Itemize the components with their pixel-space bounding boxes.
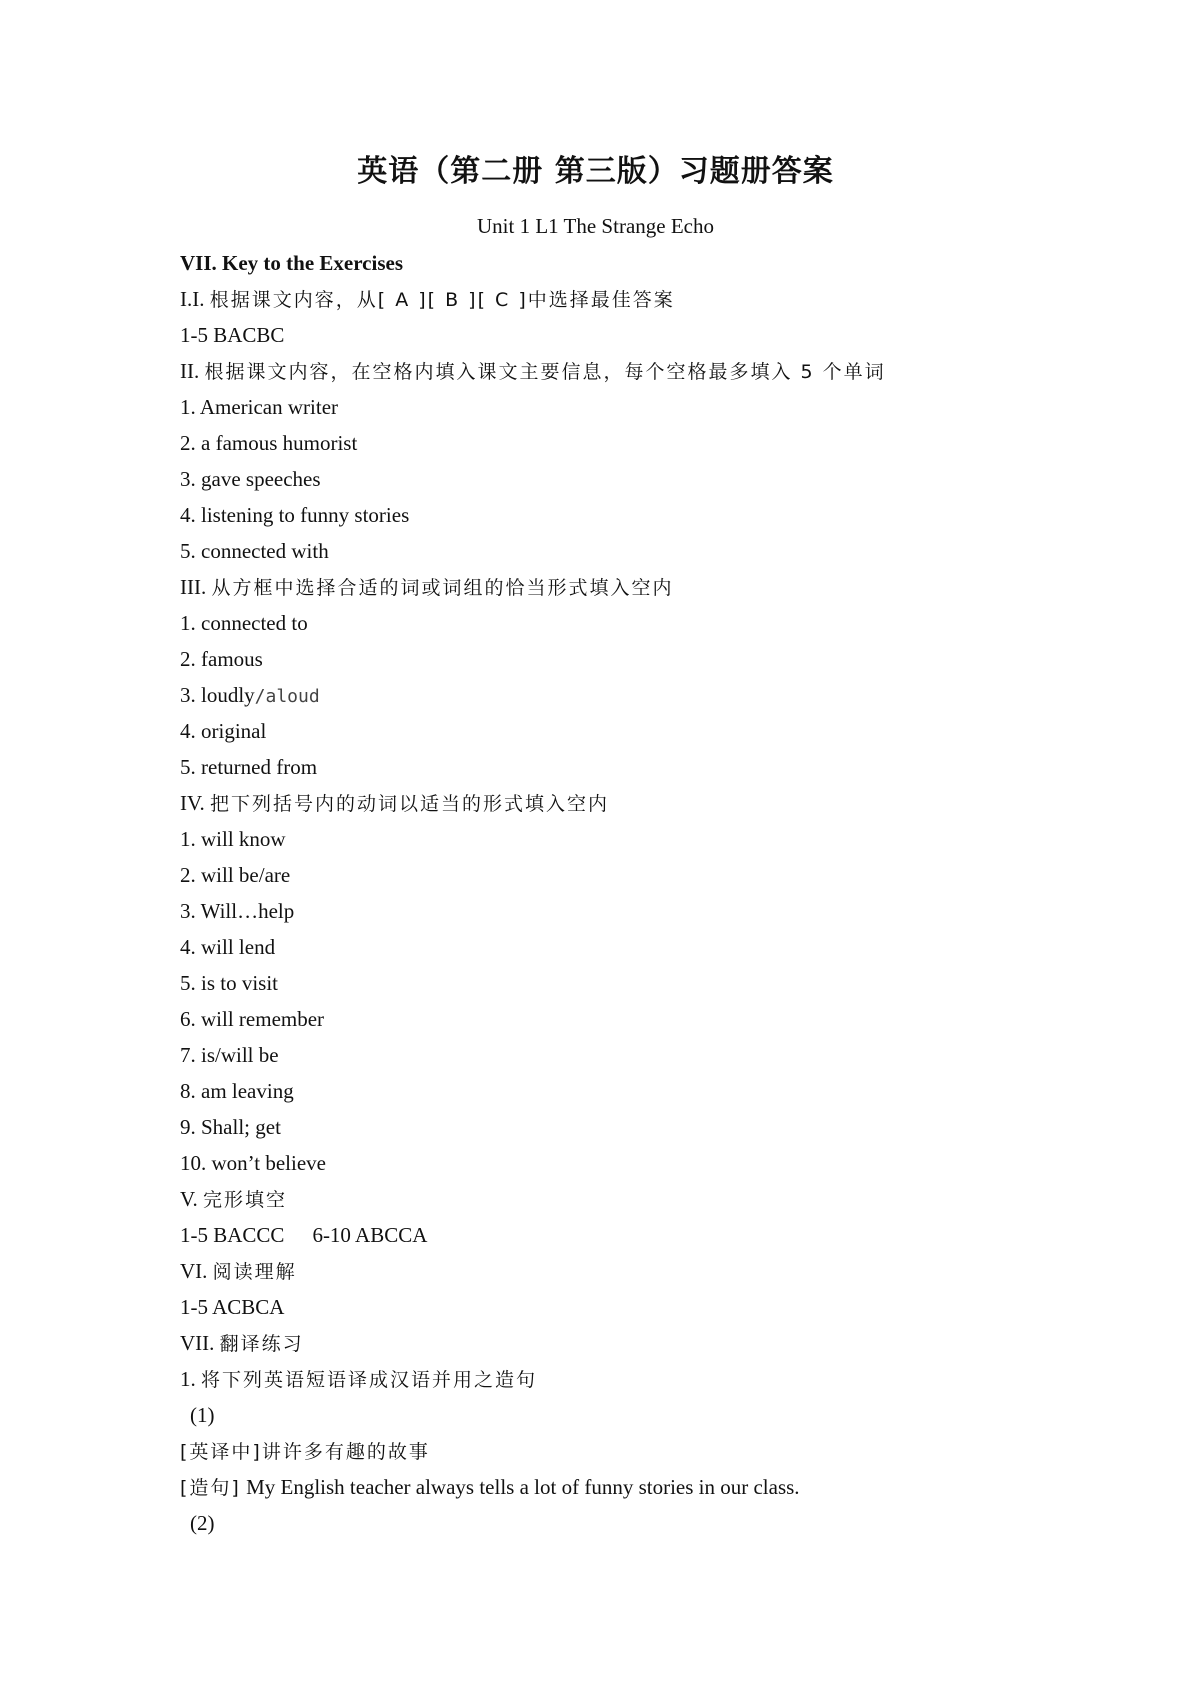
section-4-item: 8. am leaving xyxy=(180,1079,294,1103)
section-3-instruction: 从方框中选择合适的词或词组的恰当形式填入空内 xyxy=(211,577,674,599)
answer-content xyxy=(180,245,1140,1541)
item-1-translation: 讲许多有趣的故事 xyxy=(261,1441,430,1463)
section-4-label: IV. xyxy=(180,791,205,815)
section-5-answers xyxy=(180,1217,1140,1253)
section-3-item-text: 3. loudly xyxy=(180,683,255,707)
section-3-heading xyxy=(180,569,1140,605)
section-5-answer-b: 6-10 ABCCA xyxy=(312,1223,428,1247)
section-2-item: 1. American writer xyxy=(180,395,339,419)
section-6-instruction: 阅读理解 xyxy=(212,1261,297,1283)
section-4-item: 5. is to visit xyxy=(180,971,279,995)
section-2-item: 3. gave speeches xyxy=(180,467,321,491)
section-4-item: 6. will remember xyxy=(180,1007,325,1031)
item-1-translation-line xyxy=(180,1433,1140,1469)
section-1-heading xyxy=(180,281,1140,317)
section-2-instruction: 根据课文内容，在空格内填入课文主要信息，每个空格最多填入 5 个单词 xyxy=(204,361,886,383)
section-3-item-alt: /aloud xyxy=(254,686,320,707)
section-3-item: 5. returned from xyxy=(180,755,318,779)
section-7-heading xyxy=(180,1325,1140,1361)
section-2-heading xyxy=(180,353,1140,389)
section-4-item: 4. will lend xyxy=(180,935,276,959)
section-4-item: 10. won’t believe xyxy=(180,1151,326,1175)
section-3-item: 1. connected to xyxy=(180,611,308,635)
section-3-label: III. xyxy=(180,575,207,599)
section-6-answer: 1-5 ACBCA xyxy=(180,1295,285,1319)
item-1-number: (1) xyxy=(190,1403,215,1427)
section-7-sub1-heading xyxy=(180,1361,1140,1397)
section-6-heading xyxy=(180,1253,1140,1289)
section-2-label: II. xyxy=(180,359,200,383)
section-7-sub1-instruction: 将下列英语短语译成汉语并用之造句 xyxy=(201,1369,538,1391)
section-5-instruction: 完形填空 xyxy=(202,1189,287,1211)
section-2-item: 5. connected with xyxy=(180,539,329,563)
section-3-item: 2. famous xyxy=(180,647,263,671)
section-5-heading xyxy=(180,1181,1140,1217)
section-3-item: 4. original xyxy=(180,719,267,743)
section-5-answer-a: 1-5 BACCC xyxy=(180,1223,285,1247)
section-4-item: 2. will be/are xyxy=(180,863,291,887)
section-4-instruction: 把下列括号内的动词以适当的形式填入空内 xyxy=(209,793,609,815)
section-7-label: VII. xyxy=(180,1331,215,1355)
item-1-sentence-line xyxy=(180,1469,1140,1505)
item-1-sentence: My English teacher always tells a lot of funny stories in our class. xyxy=(246,1475,800,1499)
sentence-tag: [造句] xyxy=(180,1477,241,1499)
section-4-item: 1. will know xyxy=(180,827,286,851)
section-3-item xyxy=(180,677,1140,713)
translate-tag: [英译中] xyxy=(180,1441,262,1463)
section-1-answer: 1-5 BACBC xyxy=(180,323,285,347)
unit-subtitle: Unit 1 L1 The Strange Echo xyxy=(477,214,714,238)
section-7-instruction: 翻译练习 xyxy=(219,1333,304,1355)
section-4-item: 9. Shall; get xyxy=(180,1115,281,1139)
section-4-item: 3. Will…help xyxy=(180,899,295,923)
key-heading: VII. Key to the Exercises xyxy=(180,251,403,275)
item-2-number: (2) xyxy=(190,1511,215,1535)
section-1-label: I.I. xyxy=(180,287,205,311)
section-1-instruction: 根据课文内容，从[ A ][ B ][ C ]中选择最佳答案 xyxy=(209,289,675,311)
section-4-heading xyxy=(180,785,1140,821)
section-6-label: VI. xyxy=(180,1259,208,1283)
page-title: 英语（第二册 第三版）习题册答案 xyxy=(357,154,834,189)
section-2-item: 4. listening to funny stories xyxy=(180,503,410,527)
section-4-item: 7. is/will be xyxy=(180,1043,279,1067)
section-2-item: 2. a famous humorist xyxy=(180,431,358,455)
section-5-label: V. xyxy=(180,1187,198,1211)
section-7-sub1-label: 1. xyxy=(180,1367,196,1391)
